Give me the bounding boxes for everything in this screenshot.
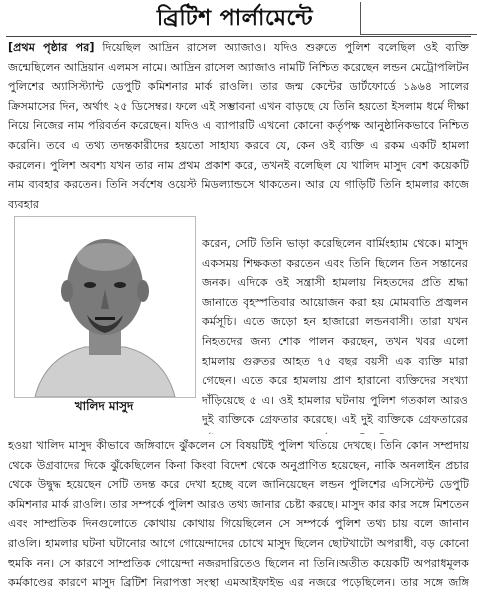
article-paragraph-1 (8, 38, 469, 234)
suspect-photo (14, 216, 196, 398)
article-headline: ব্রিটিশ পার্লামেন্টে (156, 6, 314, 31)
paragraph-1-text: দিয়েছিল আদ্রিন রাসেল অ্যাজাও। যদিও শুরুতে পুলিশ বলেছিল ওই ব্যক্তি জন্মেছিলেন আদ্রিয়ান এলমস নামে। আদ্রিন রাসেল অ্যাজাও নামটি নিশ্চিত করেছেন লন্ডন মেট্রোপলিটন পুলিশের অ্যাসিস্ট্যান্ট ডেপুটি কমিশনার মার্ক রাওলি। তার জন্ম কেন্টের ডার্টফোর্ডে ১৯৬৪ সালের ক্রিসমাসের দিন, অর্থাৎ ২৫ ডিসেম্বর। ফলে এই সম্ভাবনা এখন বাড়ছে যে তিনি হয়তো ইসলাম ধর্মে দীক্ষা নিয়ে নিজের নাম পরিবর্তন করেছেন। যদিও এ ব্যাপারটি এখনো কোনো কর্তৃপক্ষ আনুষ্ঠানিকভাবে নিশ্চিত করেনি। তবে এ তথ্য তদন্তকারীদের হয়তো সাহায্য করবে যে, কেন ওই ব্যক্তি এ রকম একটি হামলা করলেন। পুলিশ অবশ্য যখন তার নাম প্রথম প্রকাশ করে, তখনই বলেছিল যে খালিদ মাসুদ বেশ কয়েকটি নাম ব্যবহার করতেন। তিনি সর্বশেষ ওয়েস্ট মিডল্যান্ডসে থাকতেন। আর যে গাড়িটি তিনি হামলার কাজে ব্যবহার (8, 41, 469, 211)
paragraph-3-text: হওয়া খালিদ মাসুদ কীভাবে জঙ্গিবাদে ঝুঁকলেন সে বিষয়টিই পুলিশ খতিয়ে দেখছে। তিনি কোন সম্প্রদায় থেকে উগ্রবাদের দিকে ঝুঁকেছিলেন কিনা কিংবা বিদেশ থেকে অনুপ্রাণিত হয়েছেন, নাকি অনলাইন প্রচার থেকে উদ্বুদ্ধ হয়েছেন সেটি তদন্ত করে দেখা হচ্ছে বলে জানিয়েছেন লন্ডন পুলিশের এসিস্টেন্ট ডেপুটি কমিশনার মার্ক রাওলি। তার সম্পর্কে পুলিশ আরও তথ্য জানার চেষ্টা করছে। মাসুদ কার কার সঙ্গে মিশতেন এবং সাম্প্রতিক দিনগুলোতে কোথায় কোথায় গিয়েছিলেন সে সম্পর্কে পুলিশ তথ্য চায় বলে জানান রাওলি। হামলার ঘটনা ঘটানোর আগে গোয়েন্দাদের চোখে মাসুদ ছিলেন ছোটখাটো অপরাধী, বড় কোনো হুমকি নন। সে কারণে সাম্প্রতিক গোয়েন্দা নজরদারিতেও ছিলেন না তিনি।অতীত কয়েকটি অপরাধমূলক কর্মকাণ্ডের কারণে মাসুদ ব্রিটিশ নিরাপত্তা সংস্থা এমআইফাইভ এর নজরে পড়েছিলেন। তার সঙ্গে জঙ্গি (8, 439, 469, 590)
portrait-image (15, 217, 195, 397)
article-paragraph-3 (8, 436, 469, 594)
headline-divider (6, 36, 471, 37)
photo-caption: খালিদ মাসুদ (74, 399, 134, 413)
headline-box-border (360, 2, 477, 35)
continuation-tag: [প্রথম পৃষ্ঠার পর] (8, 41, 95, 54)
article-paragraph-2: করেন, সেটি তিনি ভাড়া করেছিলেন বার্মিংহ্যাম থেকে। মাসুদ একসময় শিক্ষকতা করতেন এবং তিনি ছিলেন তিন সন্তানের জনক। এদিকে ওই সন্ত্রাসী হামলায় নিহতদের প্রতি শ্রদ্ধা জানাতে বৃহস্পতিবার আয়োজন করা হয় মোমবাতি প্রজ্বলন কর্মসূচি। এতে জড়ো হন হাজারো লন্ডনবাসী। তারা যখন নিহতদের জন্য শোক পালন করছেন, তখন খবর এলো হামলায় গুরুতর আহত ৭৫ বছর বয়সী এক ব্যক্তি মারা গেছেন। এতে করে হামলায় প্রাণ হারানো ব্যক্তিদের সংখ্যা দাঁড়িয়েছে ৫ এ। ওই হামলার ঘটনায় পুলিশ গতকাল আরও দুই ব্যক্তিকে গ্রেফতার করেছে। এই দুই ব্যক্তিকে গ্রেফতারের (202, 237, 468, 427)
